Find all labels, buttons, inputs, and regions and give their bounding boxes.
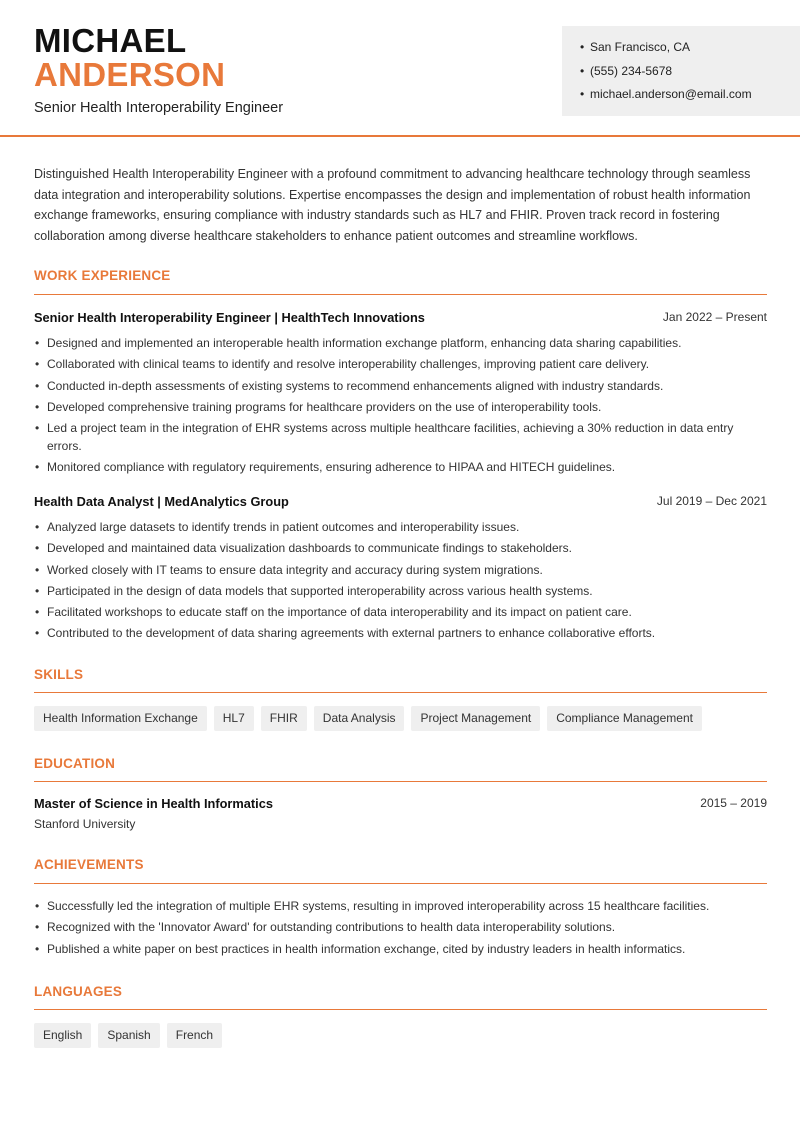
- list-item: • Successfully led the integration of multiple EHR systems, resulting in improved interoperability across 15 healthcare facilities.: [34, 897, 767, 915]
- section-title-achievements: ACHIEVEMENTS: [34, 857, 144, 872]
- education-dates: 2015 – 2019: [700, 796, 767, 810]
- contact-location: [580, 38, 800, 62]
- skill-tag: Project Management: [411, 706, 540, 731]
- language-tags: [34, 1023, 222, 1048]
- bullet-icon: •: [580, 40, 585, 54]
- contact-email-text: michael.anderson@email.com: [590, 87, 752, 101]
- list-item: • Developed and maintained data visualization dashboards to communicate findings to stakeholders.: [34, 539, 767, 557]
- job-title-2: Health Data Analyst | MedAnalytics Group: [34, 494, 289, 509]
- list-item: • Monitored compliance with regulatory requirements, ensuring adherence to HIPAA and HITECH guidelines.: [34, 458, 767, 476]
- section-title-languages: LANGUAGES: [34, 984, 123, 999]
- job-title-1: Senior Health Interoperability Engineer | HealthTech Innovations: [34, 310, 425, 325]
- skill-tag: Data Analysis: [314, 706, 405, 731]
- last-name: ANDERSON: [34, 56, 226, 93]
- skill-tag: HL7: [214, 706, 254, 731]
- section-divider: [34, 294, 767, 295]
- list-item: • Contributed to the development of data sharing agreements with external partners to enhance collaborative efforts.: [34, 624, 767, 642]
- list-item: • Worked closely with IT teams to ensure data integrity and accuracy during system migrations.: [34, 561, 767, 579]
- contact-box: [562, 26, 800, 116]
- degree-title: Master of Science in Health Informatics: [34, 796, 273, 811]
- contact-email: [580, 85, 800, 109]
- list-item: • Published a white paper on best practices in health information exchange, cited by industry leaders in health informatics.: [34, 940, 767, 958]
- language-tag: French: [167, 1023, 222, 1048]
- list-item: • Facilitated workshops to educate staff on the importance of data interoperability and its impact on patient care.: [34, 603, 767, 621]
- bullet-icon: •: [580, 63, 585, 78]
- list-item: • Led a project team in the integration of EHR systems across multiple healthcare facilities, achieving a 30% reduction in data entry errors.: [34, 419, 767, 455]
- list-item: • Collaborated with clinical teams to identify and resolve interoperability challenges, improving patient care delivery.: [34, 355, 767, 373]
- job-dates-2: Jul 2019 – Dec 2021: [656, 494, 767, 508]
- job-bullets-1: [34, 334, 767, 480]
- section-title-skills: SKILLS: [34, 667, 84, 682]
- job-bullets-2: [34, 518, 767, 646]
- first-name: MICHAEL: [34, 22, 187, 59]
- language-tag: English: [34, 1023, 91, 1048]
- section-title-work: WORK EXPERIENCE: [34, 268, 171, 283]
- skill-tag: FHIR: [261, 706, 307, 731]
- section-divider: [34, 1009, 767, 1010]
- section-title-education: EDUCATION: [34, 756, 116, 771]
- achievements-list: [34, 897, 767, 961]
- summary-paragraph: Distinguished Health Interoperability Engineer with a profound commitment to advancing healthcare technology through seamless data integration and interoperability solutions. Expertise encompasses the design and implementation of robust health information exchange frameworks, ensuring compliance with industry standards such as HL7 and FHIR. Proven track record in fostering collaboration among diverse healthcare stakeholders to enhance patient outcomes and streamline workflows.: [34, 167, 751, 243]
- section-divider: [34, 781, 767, 782]
- job-title: Senior Health Interoperability Engineer: [34, 100, 284, 116]
- section-divider: [34, 883, 767, 884]
- section-divider: [34, 692, 767, 693]
- list-item: • Analyzed large datasets to identify trends in patient outcomes and interoperability issues.: [34, 518, 767, 536]
- contact-phone: [580, 62, 800, 86]
- list-item: • Designed and implemented an interoperable health information exchange platform, enhancing data sharing capabilities.: [34, 334, 767, 352]
- job-dates-1: Jan 2022 – Present: [662, 310, 767, 324]
- contact-phone-text: (555) 234-5678: [590, 63, 673, 78]
- contact-location-text: San Francisco, CA: [590, 40, 691, 54]
- list-item: • Conducted in-depth assessments of existing systems to recommend enhancements aligned with industry standards.: [34, 377, 767, 395]
- language-tag: Spanish: [98, 1023, 159, 1048]
- bullet-icon: •: [580, 87, 585, 101]
- list-item: • Developed comprehensive training programs for healthcare providers on the use of interoperability tools.: [34, 398, 767, 416]
- list-item: • Participated in the design of data models that supported interoperability across various health systems.: [34, 582, 767, 600]
- list-item: • Recognized with the 'Innovator Award' for outstanding contributions to health data interoperability solutions.: [34, 918, 767, 936]
- school-name: Stanford University: [34, 817, 136, 831]
- skill-tag: Compliance Management: [547, 706, 702, 731]
- skill-tag: Health Information Exchange: [34, 706, 207, 731]
- skills-tags: [34, 706, 702, 731]
